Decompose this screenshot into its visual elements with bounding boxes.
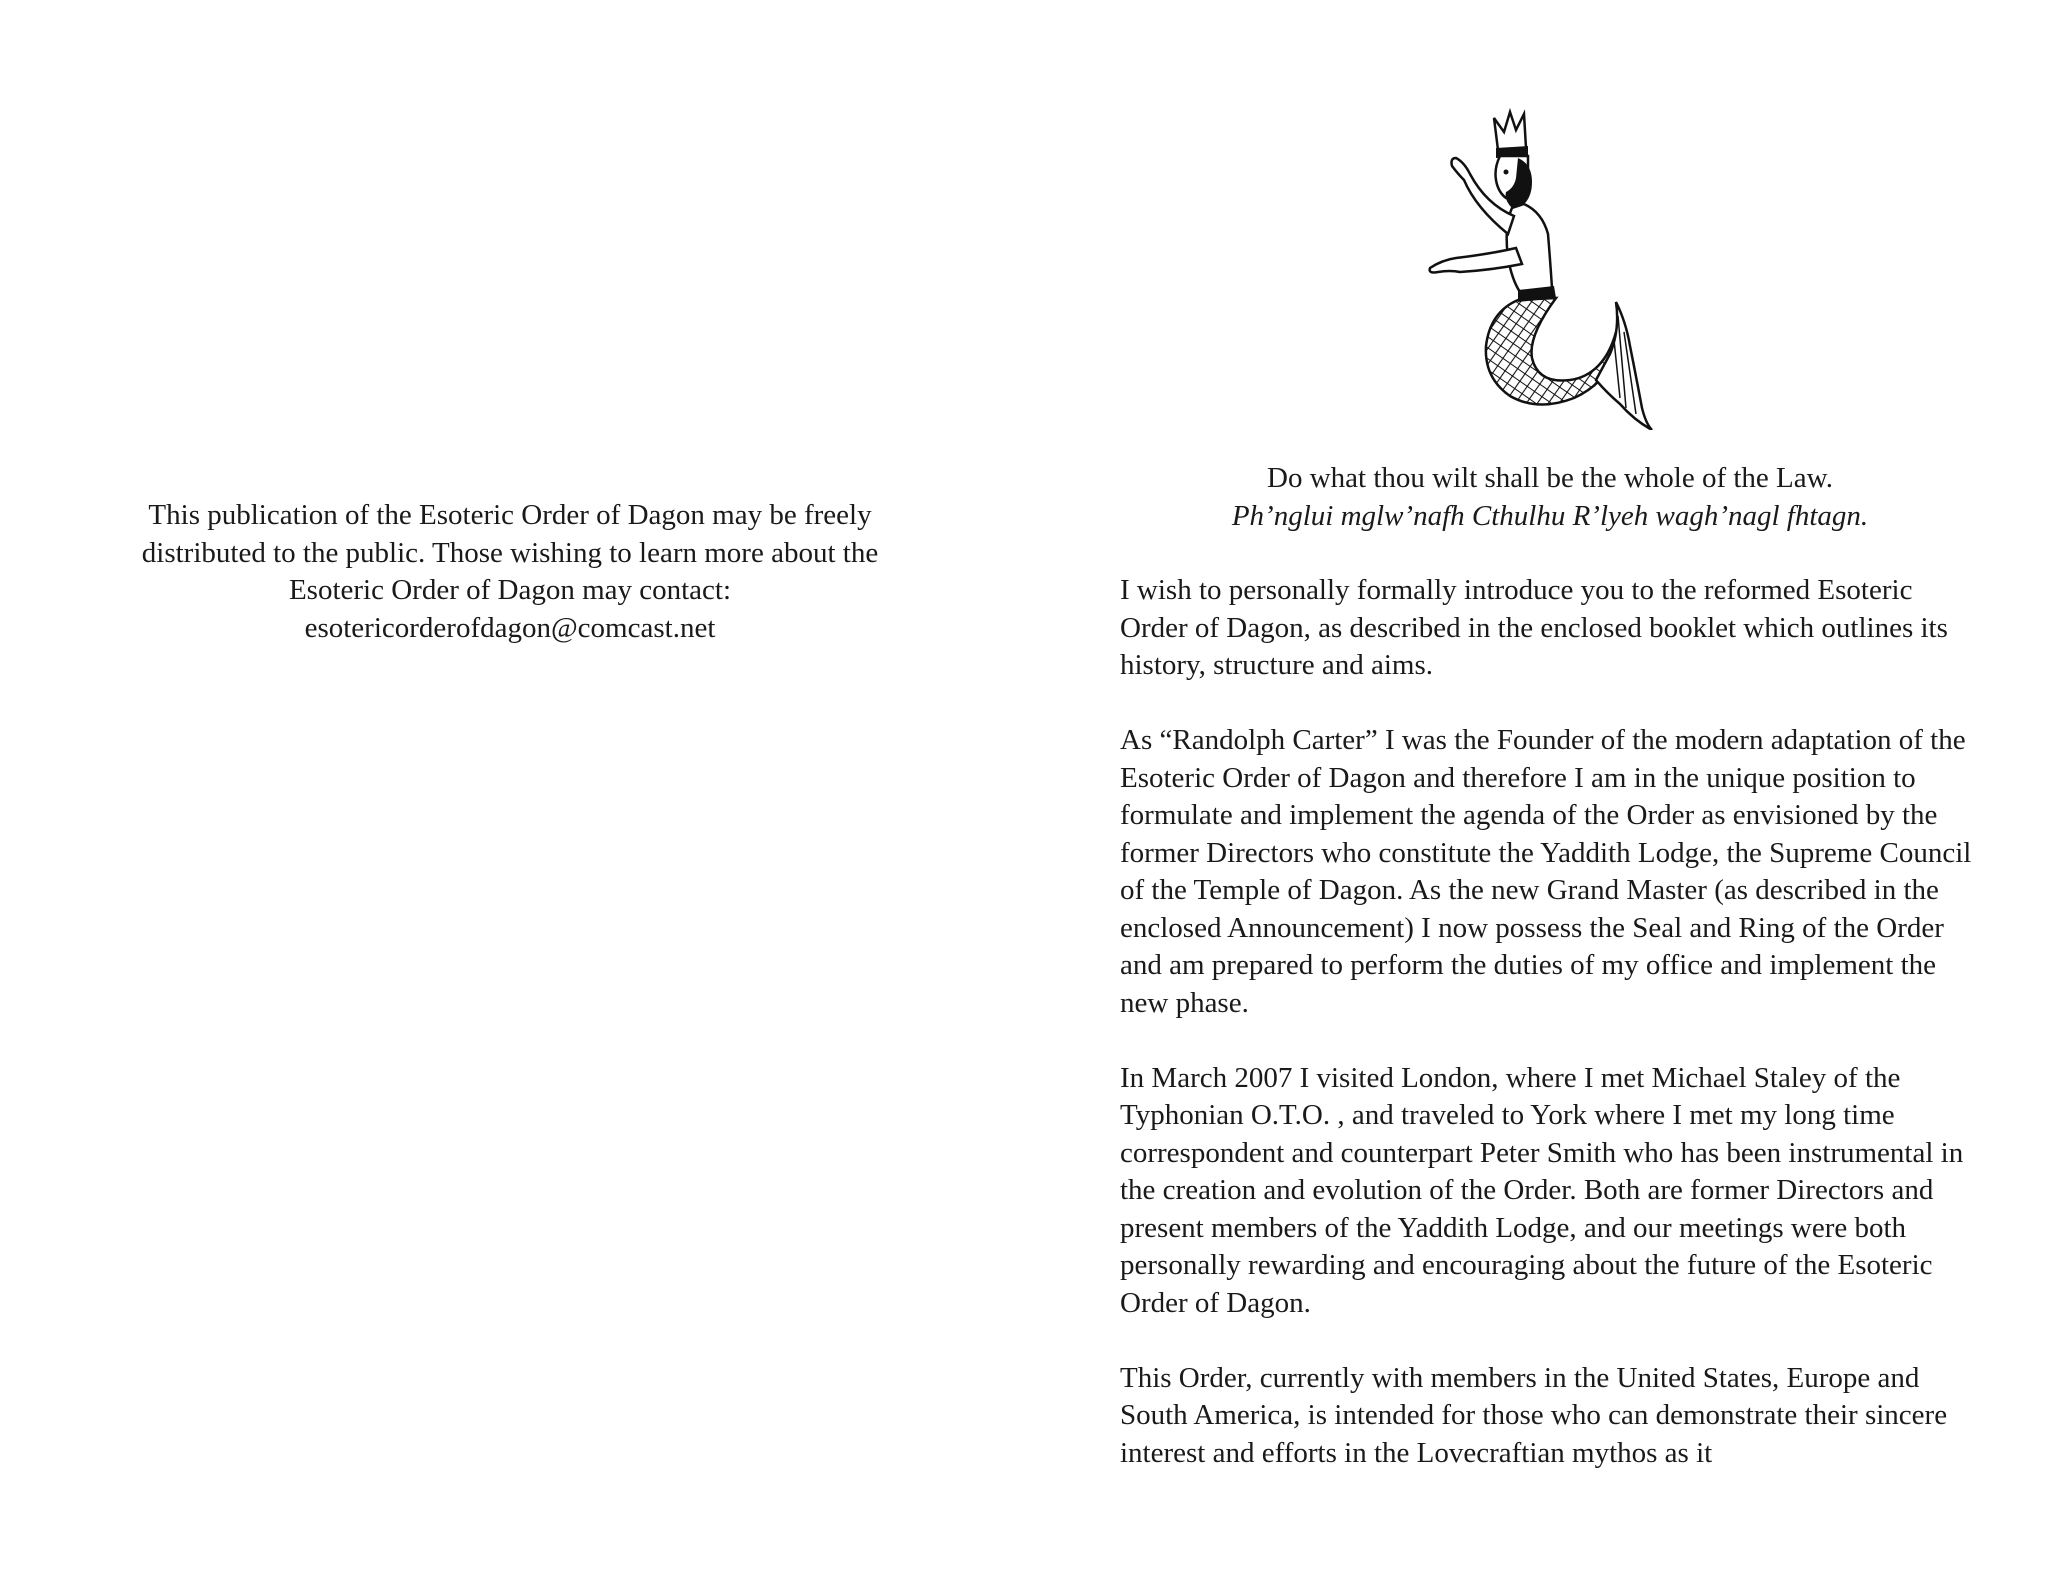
letter-body [1120,572,1980,1510]
distribution-notice: This publication of the Esoteric Order of Dagon may be freely distributed to the public. Those wishing to learn more about the Esoteric Order of Dagon may contact: [141,499,879,606]
motto-block [1120,460,1980,535]
motto-line-invocation: Ph’nglui mglw’nafh Cthulhu R’lyeh wagh’nagl fhtagn. [1231,499,1869,532]
dagon-merman-icon [1420,108,1660,430]
motto-line-law: Do what thou wilt shall be the whole of the Law. [1267,462,1833,494]
letter-paragraph: As “Randolph Carter” I was the Founder of the modern adaptation of the Esoteric Order of Dagon and therefore I am in the unique position to formulate and implement the agenda of the Order as envisioned by the former Directors who constitute the Yaddith Lodge, the Supreme Council of the Temple of Dagon. As the new Grand Master (as described in the enclosed Announcement) I now possess the Seal and Ring of the Order and am prepared to perform the duties of my office and implement the new phase. [1120,724,1972,1019]
letter-paragraph: I wish to personally formally introduce you to the reformed Esoteric Order of Dagon, as described in the enclosed booklet which outlines its history, structure and aims. [1120,574,1948,681]
letter-paragraph: This Order, currently with members in the United States, Europe and South America, is intended for those who can demonstrate their sincere interest and efforts in the Lovecraftian mythos as it [1120,1361,1948,1469]
letter-paragraph: In March 2007 I visited London, where I met Michael Staley of the Typhonian O.T.O. , and traveled to York where I met my long time correspondent and counterpart Peter Smith who has been instrumental in the creation and evolution of the Order. Both are former Directors and present members of the Yaddith Lodge, and our meetings were both personally rewarding and encouraging about the future of the Esoteric Order of Dagon. [1120,1061,1964,1319]
left-page-notice [100,497,920,647]
contact-email: esotericorderofdagon@comcast.net [304,611,716,644]
